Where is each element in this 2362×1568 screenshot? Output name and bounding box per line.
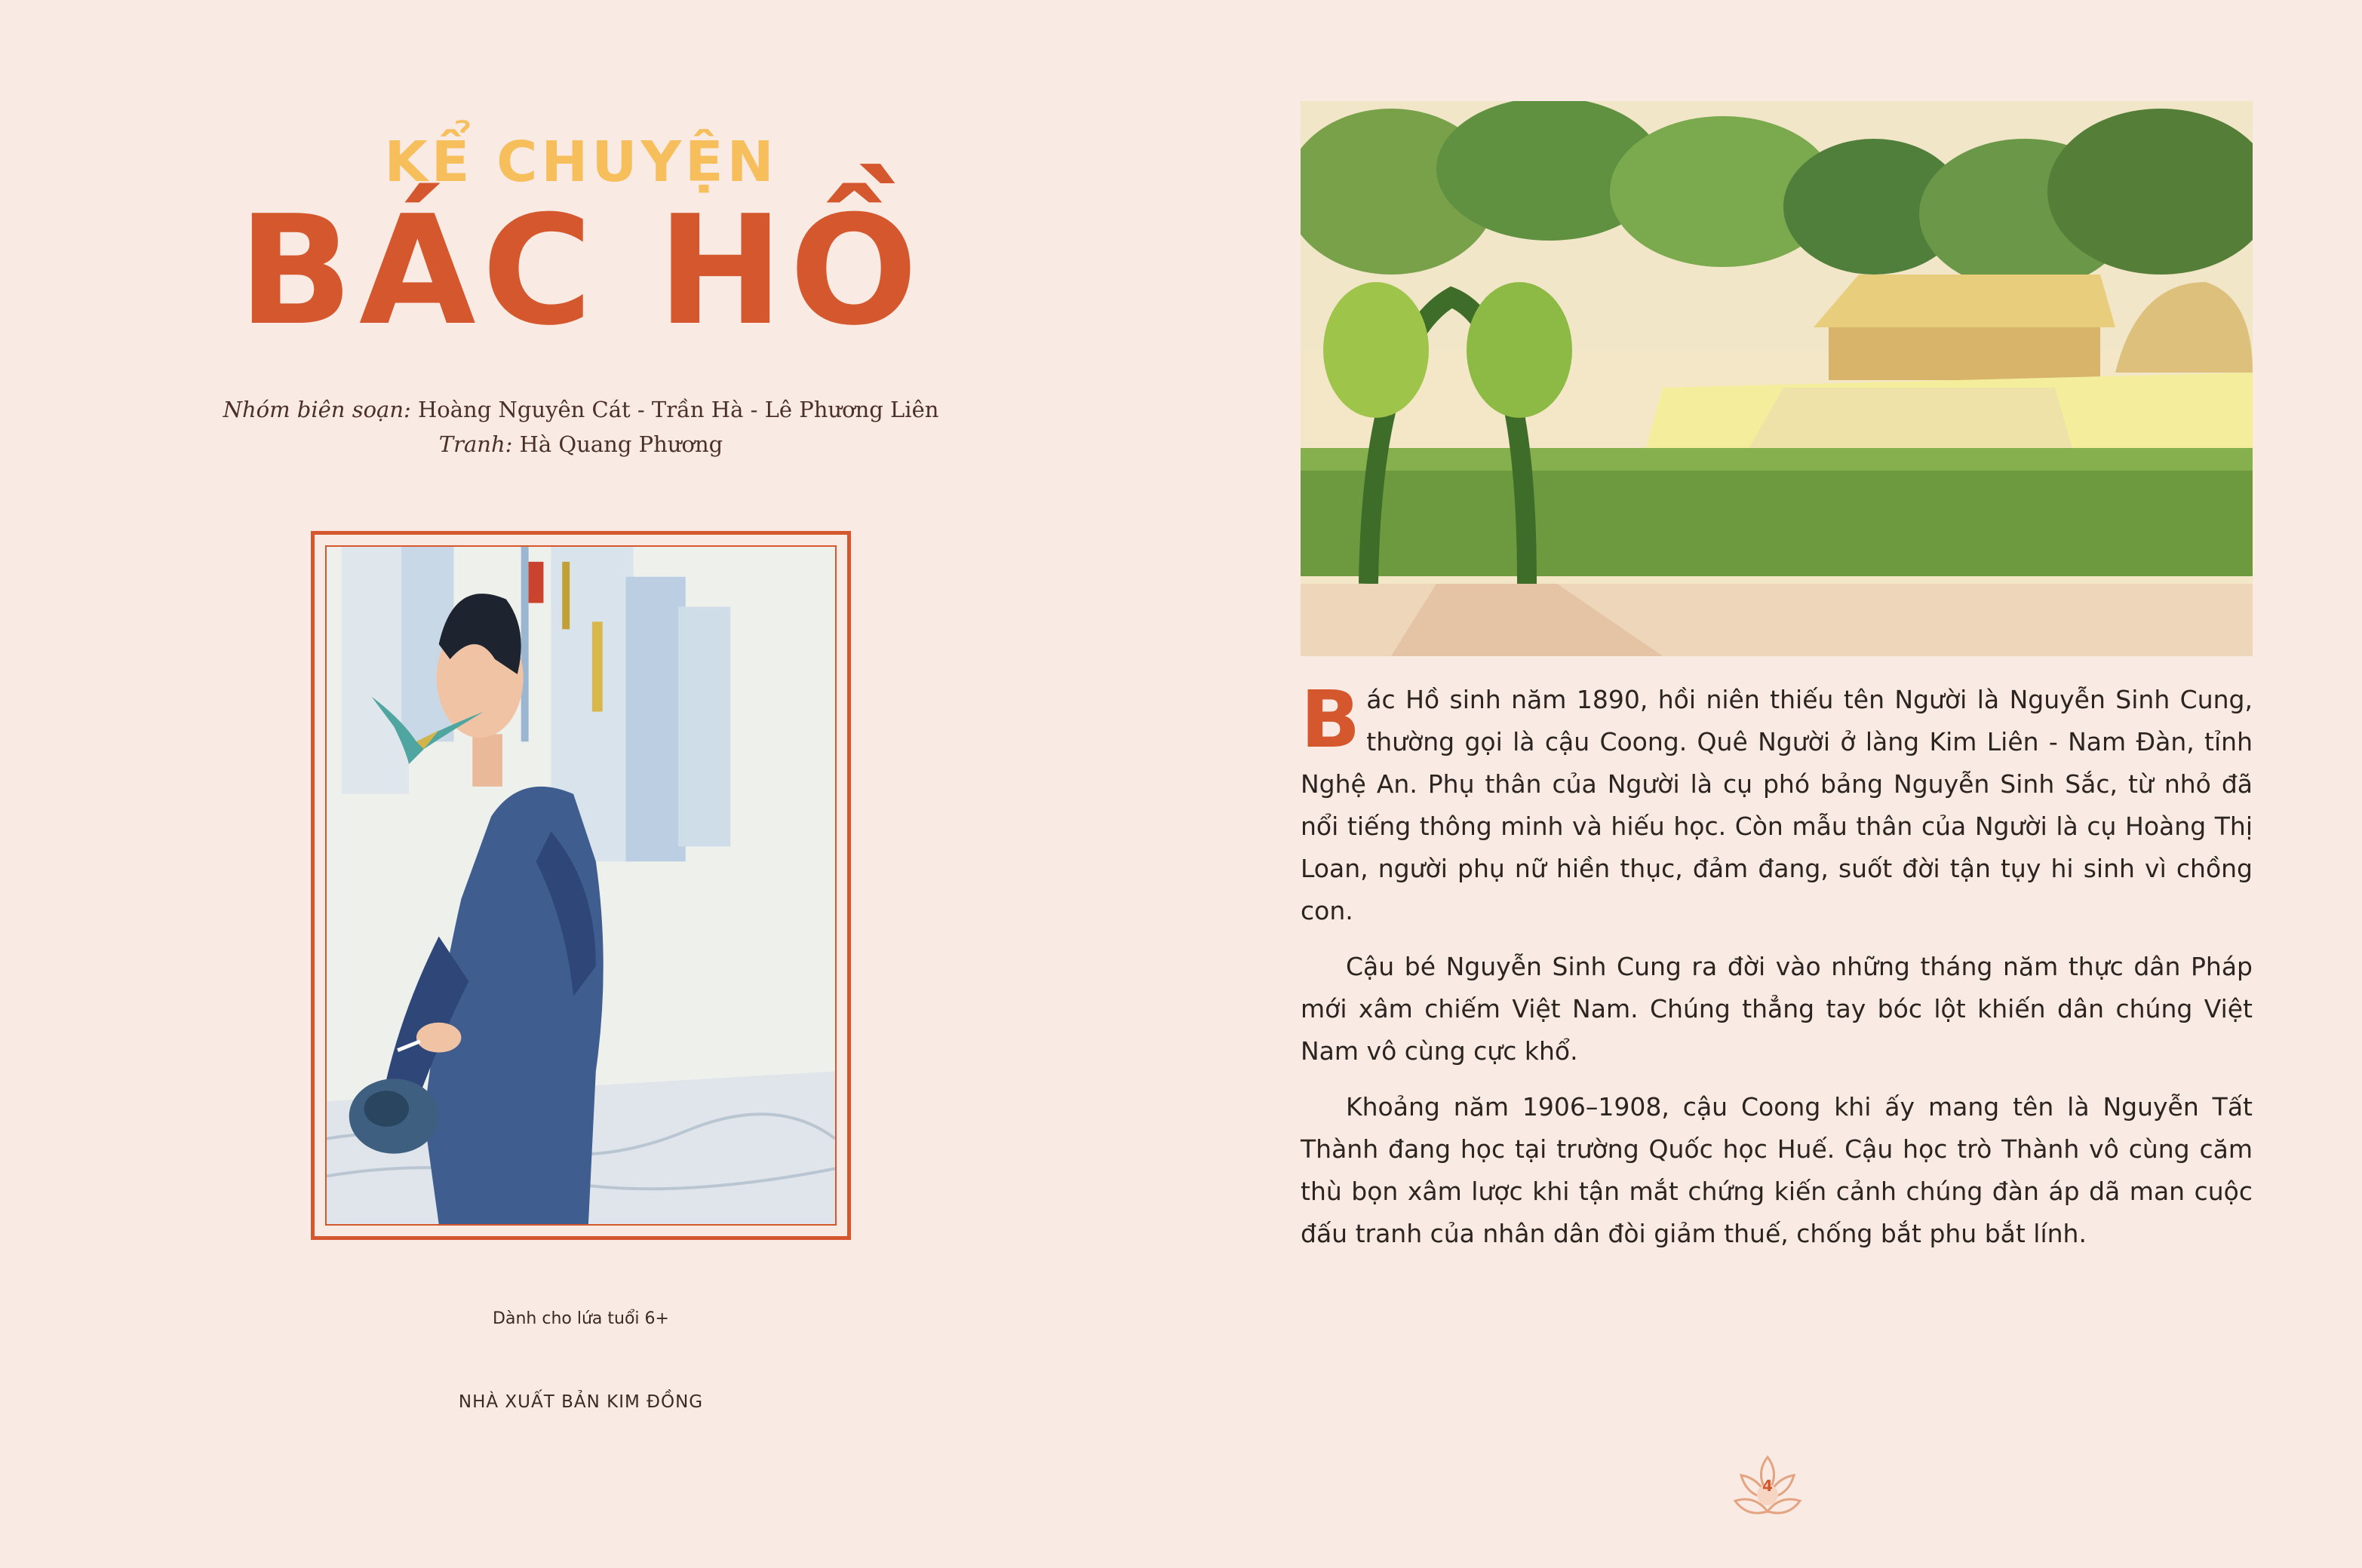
illustrator-name: Hà Quang Phương [519,431,723,457]
story-text [1301,674,2253,1269]
portrait-painting [327,547,835,1224]
paragraph-1-text: ác Hồ sinh năm 1890, hồi niên thiếu tên Người là Nguyễn Sinh Cung, thường gọi là cậu Coong. Quê Người ở làng Kim Liên - Nam Đàn, tỉnh Nghệ An. Phụ thân của Người là cụ phó bảng Nguyễn Sinh Sắc, từ nhỏ đã nổi tiếng thông minh và hiếu học. Còn mẫu thân của Người là cụ Hoàng Thị Loan, người phụ nữ hiền thục, đảm đang, suốt đời tận tụy hi sinh vì chồng con. [1301,685,2253,925]
story-paragraph-1 [1301,674,2253,932]
cover-page [0,0,1177,1568]
age-note: Dành cho lứa tuổi 6+ [493,1309,669,1328]
title-line-1: KỂ CHUYỆN [384,130,778,195]
illustrator-line [0,427,1162,462]
compilers-names: Hoàng Nguyên Cát - Trần Hà - Lê Phương Liên [418,397,939,422]
title-line-2: BÁC HỒ [238,183,924,359]
story-paragraph-3: Khoảng năm 1906–1908, cậu Coong khi ấy mang tên là Nguyễn Tất Thành đang học tại trường Quốc học Huế. Cậu học trò Thành vô cùng căm thù bọn xâm lược khi tận mắt chứng kiến cảnh chúng đàn áp dã man cuộc đấu tranh của nhân dân đòi giảm thuế, chống bắt phu bắt lính. [1301,1092,2253,1248]
compilers-role: Nhóm biên soạn: [223,397,411,422]
landscape-painting [1301,101,2253,656]
page-number: 4 [1762,1477,1773,1495]
portrait-illustration [325,545,837,1226]
publisher-name: NHÀ XUẤT BẢN KIM ĐỒNG [458,1392,704,1412]
compilers-line [0,392,1162,427]
credits [0,392,1162,462]
illustrator-role: Tranh: [438,431,513,457]
story-page [1177,0,2362,1568]
story-paragraph-2: Cậu bé Nguyễn Sinh Cung ra đời vào những tháng năm thực dân Pháp mới xâm chiếm Việt Nam. Chúng thẳng tay bóc lột khiến dân chúng Việt Nam vô cùng cực khổ. [1301,952,2253,1066]
drop-cap: B [1301,674,1361,766]
portrait-frame [311,531,851,1240]
village-house-illustration [1301,101,2253,656]
